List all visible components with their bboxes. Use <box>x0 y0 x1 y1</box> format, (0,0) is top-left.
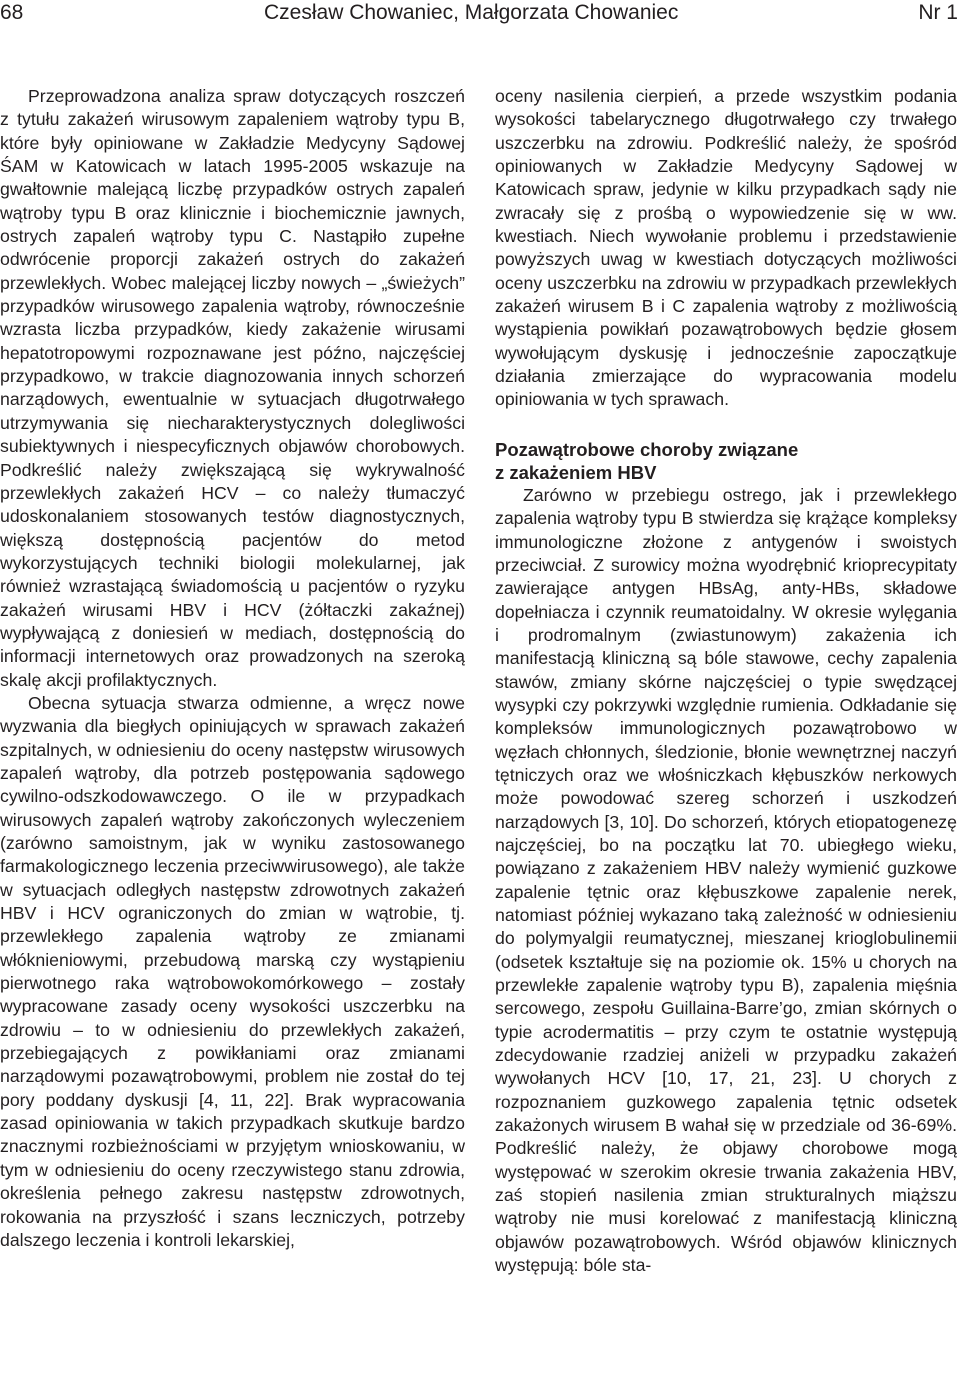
paragraph-hbv-diseases: Zarówno w przebiegu ostrego, jak i przewlekłego zapalenia wątroby typu B stwierdza się krążące kompleksy immunologiczne złożone z antygenów i swoistych przeciwciał. Z surowicy można wyodrębnić krioprecypitaty zawierające antygen HBsAg, anty-HBs, składowe dopełniacza i czynnik reumatoidalny. W okresie wylęgania i prodromalnym (zwiastunowym) zakażenia ich manifestacją kliniczną są bóle stawowe, cechy zapalenia stawów, zmiany skórne najczęściej o typie swędzącej wysypki czy pokrzywki względnie rumienia. Odkładanie się kompleksów immunologicznych pozawątrobowo w węzłach chłonnych, śledzionie, błonie wewnętrznej naczyń tętniczych oraz we włośniczkach kłębuszków nerkowych może powodować szereg schorzeń i uszkodzeń narządowych [3, 10]. Do schorzeń, których etiopatogenezę najczęściej, bo na początku lat 70. ubiegłego wieku, powiązano z zakażeniem HBV należy wymienić guzkowe zapalenie tętnic oraz kłębuszkowe zapalenie nerek, natomiast później wykazano taką zależność w odniesieniu do polymyalgii reumatycznej, mieszanej krioglobulinemii (odsetek kształtuje się na poziomie ok. 15% u chorych na przewlekłe zapalenie wątroby typu B), zapalenia mięśnia sercowego, zespołu Guillaina-Barre’go, zmian skórnych o typie acrodermatitis – przy czym te ostatnie występują zdecydowanie rzadziej aniżeli w przypadku zakażeń wywołanych HCV [10, 17, 21, 23]. U chorych z rozpoznaniem guzkowego zapalenia tętnic odsetek zakażonych wirusem B wahał się w przedziale od 36-69%. Podkreślić należy, że objawy chorobowe mogą występować w szerokim okresie trwania zakażenia HBV, zaś stopień nasilenia zmian strukturalnych miąższu wątroby nie musi korelować z manifestacją kliniczną objawów pozawątrobowych. Wśród objawów klinicznych występują: bóle sta- <box>495 484 957 1276</box>
paragraph-continuation: oceny nasilenia cierpień, a przede wszystkim podania wysokości tabelarycznego długotrwałego czy trwałego uszczerbku na zdrowiu. Podkreślić należy, że spośród opiniowanych w Zakładzie Medycyny Sądowej w Katowicach spraw, jedynie w kilku przypadkach sądy nie zwracały się z prośbą o wypowiedzenie się w ww. kwestiach. Niech wywołanie problemu i przedstawienie powyższych uwag w kwestiach dotyczących możliwości oceny uszczerbku na zdrowiu w przypadkach przewlekłych zakażeń wirusem B i C zapalenia wątroby z możliwością wystąpienia powikłań pozawątrobowych będzie głosem wywołującym dyskusję i jednocześnie zapoczątkuje działania zmierzające do wypracowania modelu opiniowania w tych sprawach. <box>495 86 957 410</box>
right-column <box>495 85 957 1278</box>
left-column <box>0 85 465 1252</box>
paragraph-current-situation: Obecna sytuacja stwarza odmienne, a wręcz nowe wyzwania dla biegłych opiniujących w sprawach zakażeń szpitalnych, w odniesieniu do oceny następstw wirusowych zapaleń wątroby, dla potrzeb postępowania sądowego cywilno-odszkodowawczego. O ile w przypadkach wirusowych zapaleń wątroby zakończonych wyleczeniem (zarówno samoistnym, jak w wyniku zastosowanego farmakologicznego leczenia przeciwwirusowego), ale także w sytuacjach odległych następstw zdrowotnych zakażeń HBV i HCV ograniczonych do zmian w wątrobie, tj. przewlekłego zapalenia wątroby ze zmianami włóknieniowymi, przebudową marską czy wystąpieniu pierwotnego raka wątrobowokomórkowego – zostały wypracowane zasady oceny wysokości uszczerbku na zdrowiu – to w odniesieniu do przewlekłych zakażeń, przebiegających z powikłaniami oraz zmianami narządowymi pozawątrobowymi, problem nie został do tej pory poddany dyskusji [4, 11, 22]. Brak wypracowania zasad opiniowania w takich przypadkach skutkuje bardzo znacznymi rozbieżnościami w przyjętym wnioskowaniu, w tym w odniesieniu do oceny rzeczywistego stanu zdrowia, określenia pełnego zakresu następstw zdrowotnych, rokowania na przyszłość i szans leczniczych, potrzeby dalszego leczenia i kontroli lekarskiej, <box>0 692 465 1250</box>
section-heading-line2: z zakażeniem HBV <box>495 461 657 483</box>
running-header <box>0 0 960 30</box>
paragraph-analysis: Przeprowadzona analiza spraw dotyczących roszczeń z tytułu zakażeń wirusowym zapaleniem wątroby typu B, które były opiniowane w Zakładzie Medycyny Sądowej ŚAM w Katowicach w latach 1995-2005 wskazuje na gwałtownie malejącą liczbę przypadków ostrych zapaleń wątroby typu B oraz klinicznie i biochemicznie jawnych, ostrych zapaleń wątroby typu C. Nastąpiło zupełne odwrócenie proporcji zakażeń ostrych do zakażeń przewlekłych. Wobec malejącej liczby nowych – „świeżych” przypadków wirusowego zapalenia wątroby, równocześnie wzrasta liczba przypadków, kiedy zakażenie wirusami hepatotropowymi rozpoznawane jest późno, najczęściej przypadkowo, w trakcie diagnozowania innych schorzeń narządowych, ewentualnie w sytuacjach długotrwałego utrzymywania się niecharakterystycznych dolegliwości subiektywnych i niespecyficznych objawów chorobowych. Podkreślić należy zwiększającą się wykrywalność przewlekłych zakażeń HCV – co należy tłumaczyć udoskonalaniem stosowanych testów diagnostycznych, większą dostępnością pacjentów do metod wykorzystujących techniki biologii molekularnej, jak również wzrastającą świadomością u pacjentów o ryzyku zakażeń wirusami HBV i HCV (żółtaczki zakaźnej) wypływającą z doniesień w mediach, dostępnością do informacji internetowych oraz prowadzonych na szeroką skalę akcji profilaktycznych. <box>0 86 465 690</box>
section-heading-line1: Pozawątrobowe choroby związane <box>495 438 799 460</box>
section-heading <box>495 438 957 484</box>
issue-number: Nr 1 <box>918 1 958 24</box>
running-title-authors: Czesław Chowaniec, Małgorzata Chowaniec <box>264 1 679 24</box>
page-number: 68 <box>0 1 24 24</box>
